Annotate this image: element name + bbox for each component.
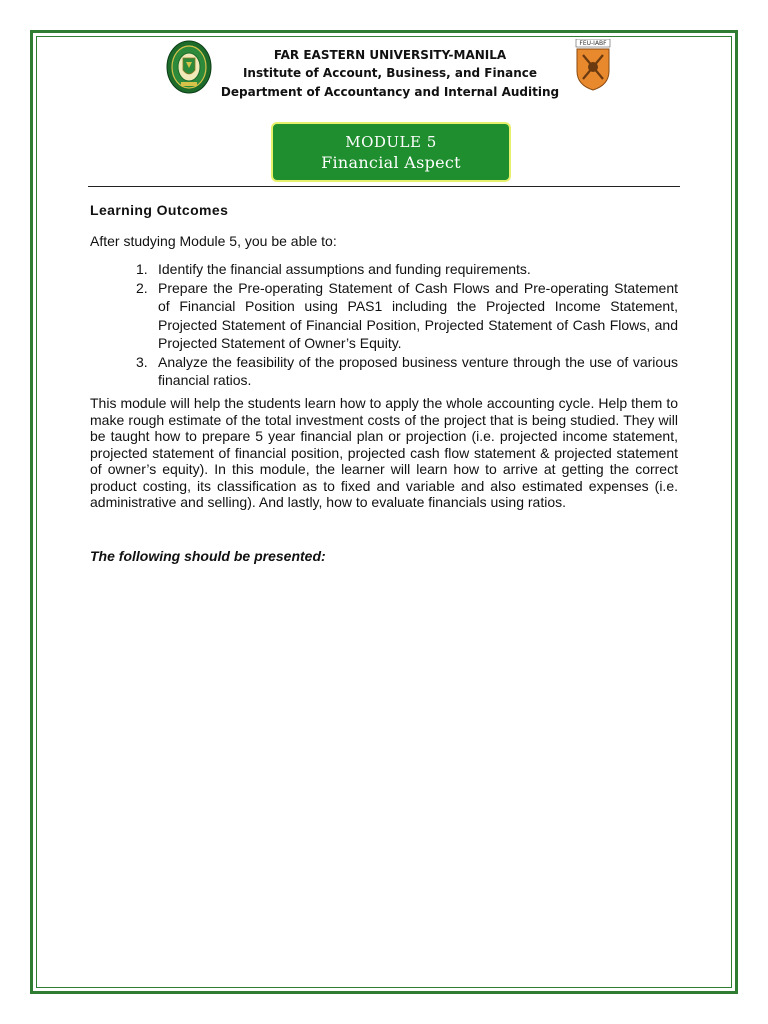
header-divider [88,186,680,187]
intro-text: After studying Module 5, you be able to: [90,233,337,249]
learning-outcomes-heading: Learning Outcomes [90,202,229,218]
feu-seal-logo [166,40,212,94]
outcome-text: Prepare the Pre-operating Statement of Cash Flows and Pre-operating Statement of Financial Position using PAS1 including the Projected Income Statement, Projected Statement of Financial Position, Projected Statement of Cash Flows, and Projected Statement of Owner’s Equity. [158,279,678,351]
module-title: Financial Aspect [321,153,461,172]
outcome-item [130,279,678,353]
institute-name: Institute of Account, Business, and Finance [242,66,538,80]
module-banner [271,122,511,182]
outcome-text: Analyze the feasibility of the proposed business venture through the use of various financial ratios. [158,353,678,388]
module-number: MODULE 5 [345,133,437,151]
department-name: Department of Accountancy and Internal Auditing [220,85,560,99]
module-description: This module will help the students learn how to apply the whole accounting cycle. Help them to make rough estimate of the total investment costs of the project that is being studied. They will be taught how to prepare 5 year financial plan or projection (i.e. projected income statement, projected statement of financial position, projected cash flow statement & projected statement of owner’s equity). In this module, the learner will learn how to arrive at getting the correct product costing, its classification as to fixed and variable and also estimated expenses (i.e. administrative and selling). And lastly, how to evaluate financials using ratios. [90,395,678,510]
outcome-text: Identify the financial assumptions and funding requirements. [158,261,531,277]
outcome-number: 3. [136,353,148,370]
presented-heading: The following should be presented: [90,548,326,564]
outcomes-list [130,260,678,390]
feu-iabf-logo-label: FEU-IABF [579,40,607,47]
university-name: FAR EASTERN UNIVERSITY-MANILA [273,48,507,62]
outcome-item [130,260,678,279]
outcome-number: 2. [136,279,148,296]
outcome-number: 1. [136,261,148,277]
outcome-item [130,353,678,390]
